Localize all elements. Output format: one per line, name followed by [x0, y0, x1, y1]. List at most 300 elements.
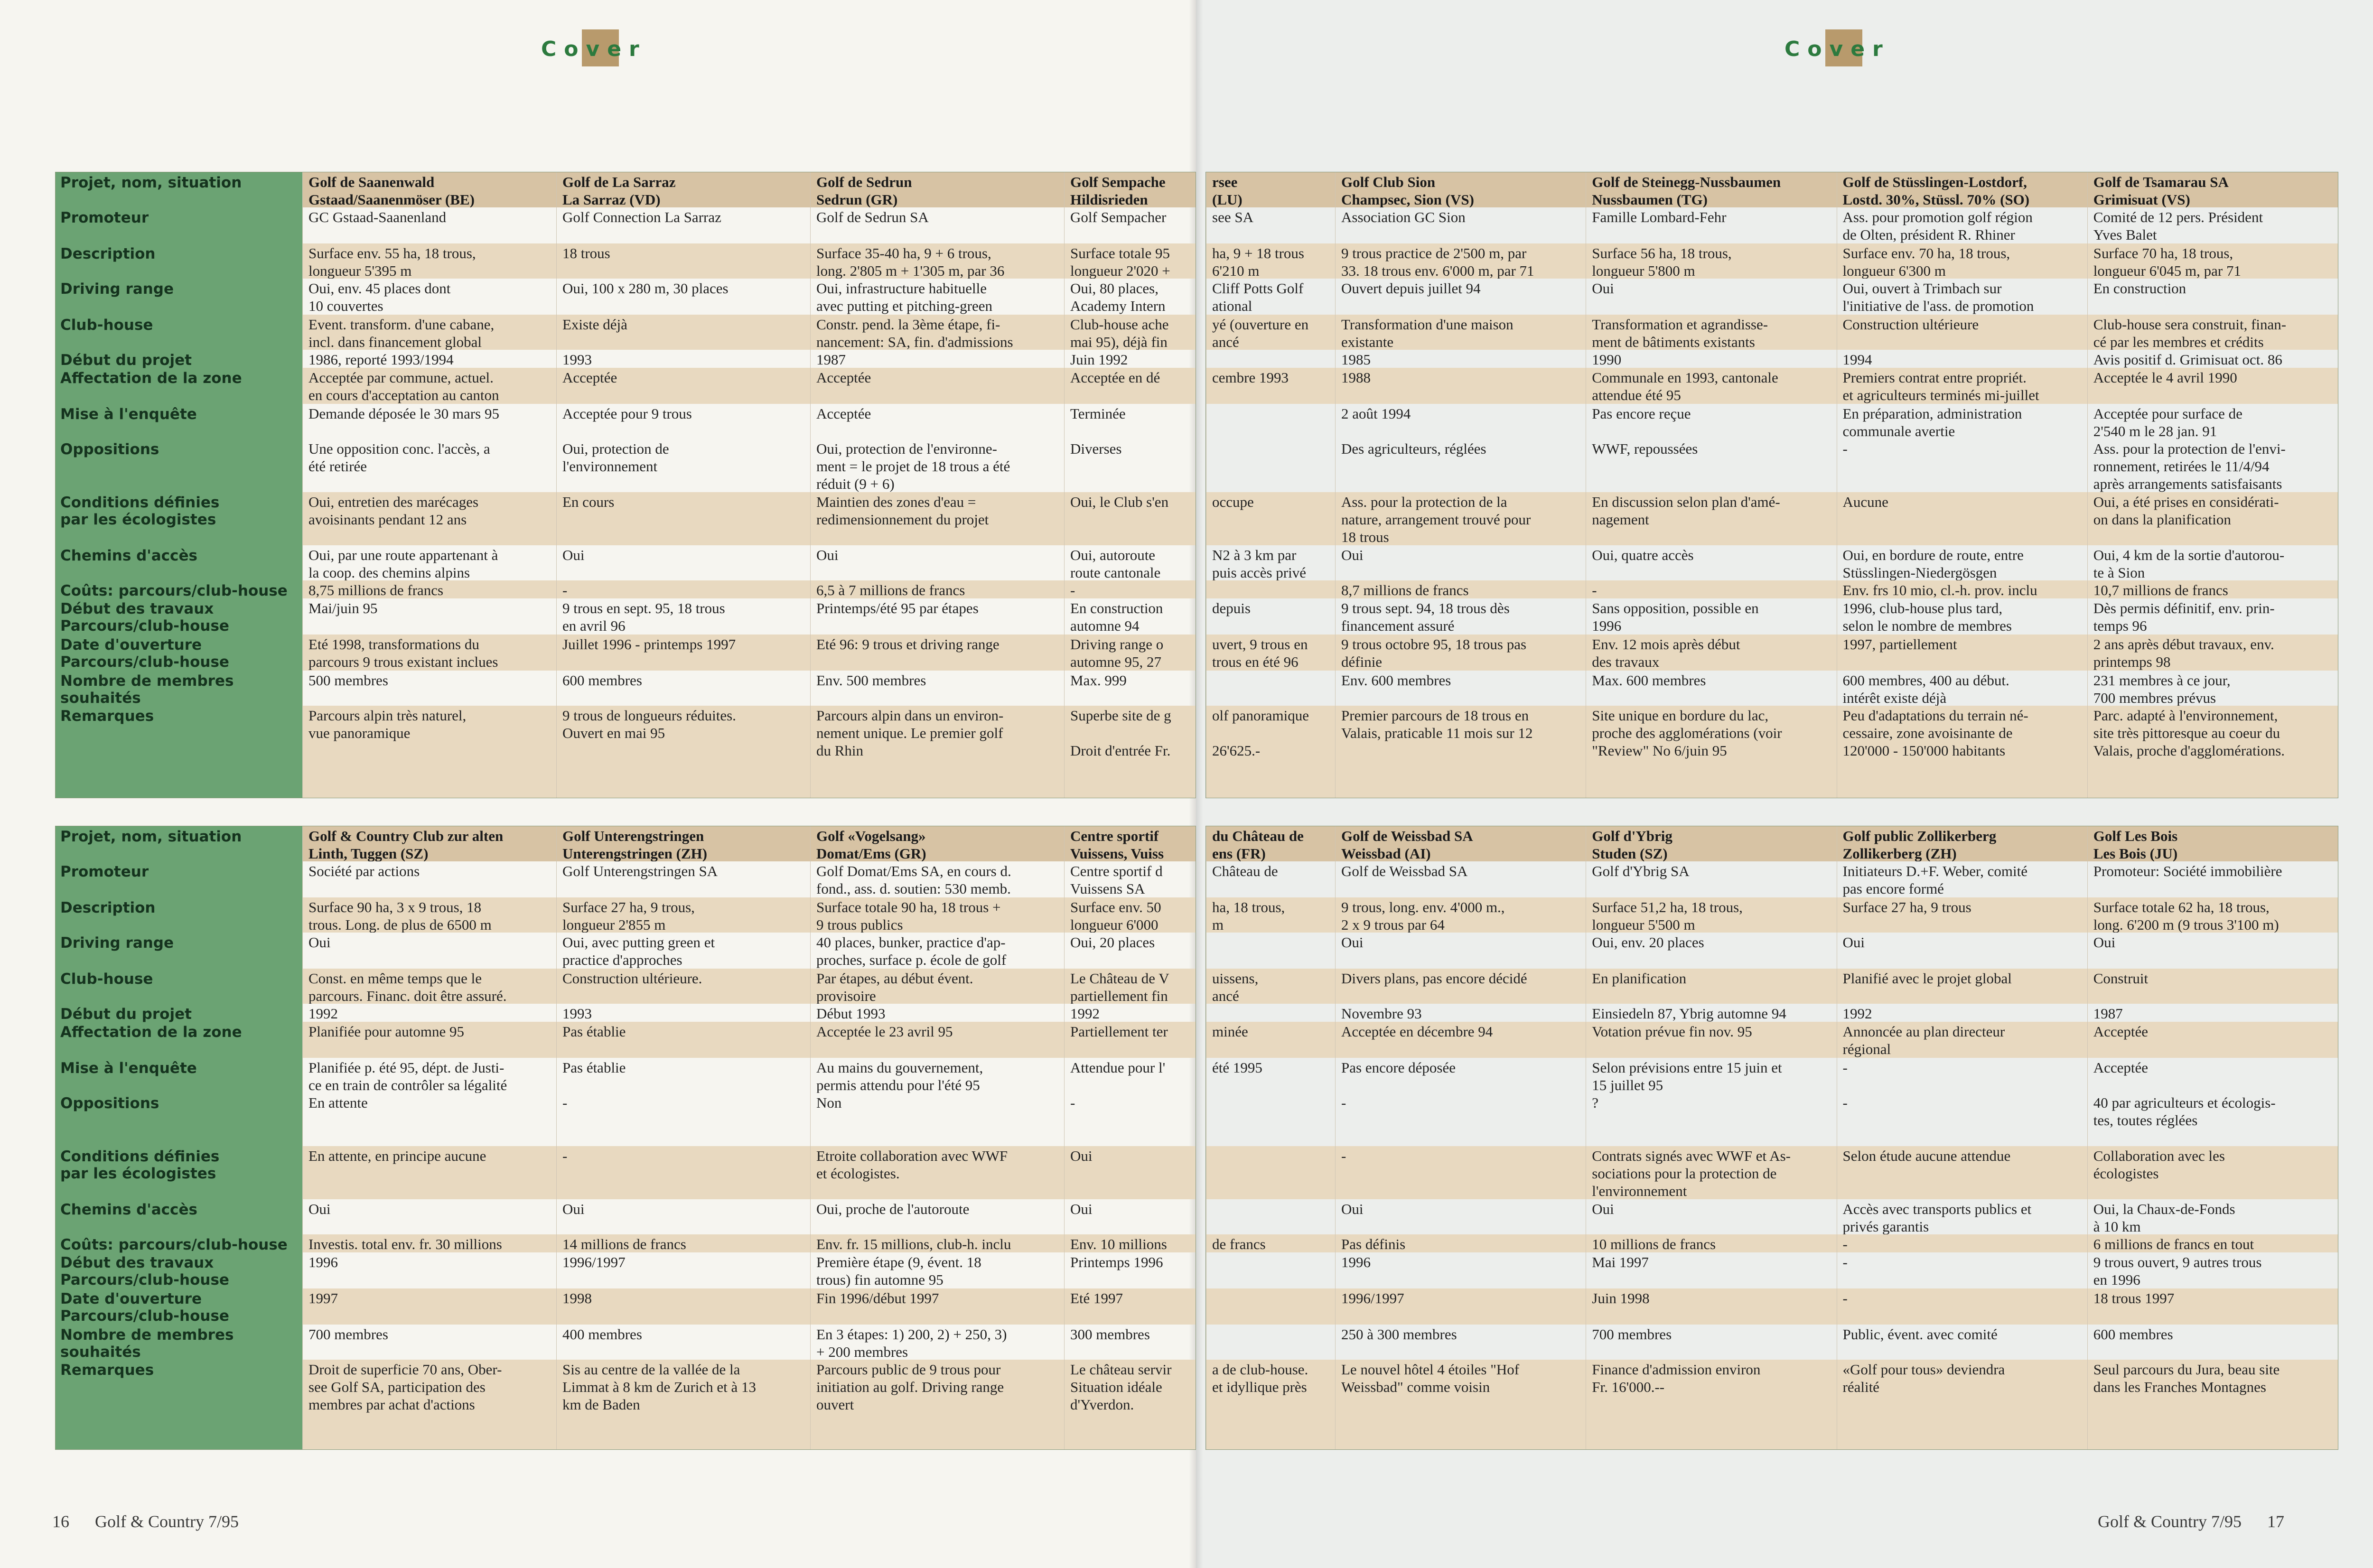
table-cell: Golf Connection La Sarraz	[562, 209, 721, 225]
table-cell: 8,7 millions de francs	[1341, 582, 1469, 598]
table-cell: Votation prévue fin nov. 95	[1592, 1023, 1752, 1040]
table-cell: Oui, autoroute route cantonale	[1070, 547, 1161, 580]
project-columns	[302, 172, 1196, 798]
table-cell: N2 à 3 km par puis accès privé	[1212, 547, 1306, 580]
table-cell: yé (ouverture en ancé	[1212, 316, 1309, 350]
table-cell: Surface 90 ha, 3 x 9 trous, 18 trous. Long. de plus de 6500 m	[308, 899, 492, 933]
table-cell: Max. 600 membres	[1592, 672, 1706, 689]
table-cell: Oui	[1592, 1201, 1614, 1217]
table-cell: Acceptée par commune, actuel. en cours d'acceptation au canton	[308, 369, 499, 403]
table-cell: Pas définis	[1341, 1236, 1406, 1252]
row-label: Mise à l'enquête	[60, 1060, 197, 1077]
table-cell: Oui	[1070, 1148, 1093, 1164]
project-column	[810, 826, 1065, 1449]
table-cell: 400 membres	[562, 1326, 642, 1343]
table-cell: Association GC Sion	[1341, 209, 1466, 225]
table-cell: Oui, par une route appartenant à la coop. des chemins alpins	[308, 547, 498, 580]
table-cell: Oui	[562, 547, 585, 563]
table-cell: Fin 1996/début 1997	[816, 1290, 939, 1307]
row-label: Nombre de membres souhaités	[60, 672, 234, 707]
table-cell: 1992	[1070, 1005, 1100, 1022]
row-labels	[56, 826, 302, 1449]
table-cell: Sans opposition, possible en 1996	[1592, 600, 1759, 634]
table-cell: Peu d'adaptations du terrain né- cessaire, zone avoisinante de 120'000 - 150'000 habitants	[1842, 707, 2028, 759]
table-cell: Golf Domat/Ems SA, en cours d. fond., ass. d. soutien: 530 memb.	[816, 863, 1011, 897]
table-cell: Max. 999	[1070, 672, 1127, 689]
table-cell: Oui, env. 20 places	[1592, 934, 1704, 951]
row-label: Début des travaux Parcours/club-house	[60, 1254, 229, 1288]
table-cell: Parcours alpin très naturel, vue panoramique	[308, 707, 467, 741]
row-label: Projet, nom, situation	[60, 828, 242, 845]
table-cell: Oui, env. 45 places dont 10 couvertes	[308, 280, 451, 314]
project-columns	[302, 826, 1196, 1449]
table-cell: Oui, en bordure de route, entre Stüsslingen-Niedergösgen	[1842, 547, 2024, 580]
table-cell: Oui	[1341, 934, 1364, 951]
table-cell: Oui	[1341, 547, 1364, 563]
project-column	[1586, 172, 1837, 798]
row-label: Remarques	[60, 708, 154, 725]
table-cell: uissens, ancé	[1212, 970, 1259, 1004]
table-cell: Surface totale 90 ha, 18 trous + 9 trous publics	[816, 899, 1001, 933]
table-cell: -	[1842, 1236, 1848, 1252]
project-name: Golf de Stüsslingen-Lostdorf, Lostd. 30%, Stüssl. 70% (SO)	[1842, 174, 2030, 207]
table-cell	[1212, 672, 1332, 706]
project-name: Golf de Saanenwald Gstaad/Saanenmöser (BE)	[308, 174, 475, 207]
table-cell: Oui	[1070, 1201, 1093, 1217]
project-column	[1206, 172, 1336, 798]
table-cell: 1987	[2093, 1005, 2123, 1022]
project-column	[1064, 826, 1196, 1449]
table-cell: Printemps/été 95 par étapes	[816, 600, 979, 616]
table-cell: En planification	[1592, 970, 1687, 987]
table-cell: Ouvert depuis juillet 94	[1341, 280, 1481, 297]
table-cell: Event. transform. d'une cabane, incl. dans financement global	[308, 316, 495, 350]
table-cell: 700 membres	[1592, 1326, 1672, 1343]
table-cell: -	[1592, 582, 1597, 598]
project-columns	[1206, 826, 2338, 1449]
table-cell: -	[1842, 1094, 1848, 1111]
table-cell: 1992	[1842, 1005, 1872, 1022]
row-label: Projet, nom, situation	[60, 174, 242, 191]
table-cell: -	[562, 1148, 568, 1164]
table-cell: Acceptée en décembre 94	[1341, 1023, 1493, 1040]
table-cell: 1998	[562, 1290, 592, 1307]
table-cell: Surface 27 ha, 9 trous	[1842, 899, 1971, 915]
table-cell: Acceptée	[2093, 1059, 2149, 1076]
table-cell: Château de	[1212, 863, 1278, 879]
table-cell: 700 membres	[308, 1326, 388, 1343]
table-cell: 1996	[308, 1254, 338, 1270]
table-cell: 1994	[1842, 351, 1872, 368]
row-label: Début du projet	[60, 352, 192, 369]
table-cell: 6 millions de francs en tout	[2093, 1236, 2254, 1252]
table-cell: 600 membres	[562, 672, 642, 689]
cover-label-right: Cover	[1784, 37, 1890, 61]
table-cell	[1212, 405, 1332, 439]
table-cell: En cours	[562, 494, 615, 510]
table-cell: 1996/1997	[562, 1254, 626, 1270]
table-cell: Oui, le Club s'en	[1070, 494, 1169, 510]
table-cell: Oui, 100 x 280 m, 30 places	[562, 280, 729, 297]
table-cell: Public, évent. avec comité	[1842, 1326, 1998, 1343]
table-cell: Acceptée	[2093, 1023, 2149, 1040]
table-cell: -	[1341, 1094, 1346, 1111]
row-label: Chemins d'accès	[60, 547, 197, 564]
table-cell: En préparation, administration communale avertie	[1842, 405, 2022, 439]
table-cell: Des agriculteurs, réglées	[1341, 440, 1486, 457]
table-cell: Pas encore reçue	[1592, 405, 1691, 422]
table-cell: Oui, 20 places	[1070, 934, 1155, 951]
table-cell: -	[1842, 1059, 1848, 1076]
table-cell: 10 millions de francs	[1592, 1236, 1716, 1252]
project-column	[1586, 826, 1837, 1449]
table-cell: ha, 9 + 18 trous 6'210 m	[1212, 245, 1304, 279]
project-name: du Château de ens (FR)	[1212, 828, 1304, 861]
table-cell: 9 trous practice de 2'500 m, par 33. 18 trous env. 6'000 m, par 71	[1341, 245, 1534, 279]
table-cell: Acceptée le 4 avril 1990	[2093, 369, 2237, 386]
table-cell: Société par actions	[308, 863, 420, 879]
table-cell: Printemps 1996	[1070, 1254, 1163, 1270]
table-cell: Parc. adapté à l'environnement, site très pittoresque au coeur du Valais, proche d'agglomérations.	[2093, 707, 2285, 759]
table-cell: 250 à 300 membres	[1341, 1326, 1457, 1343]
table-cell	[1212, 1289, 1332, 1325]
row-label: Club-house	[60, 971, 153, 988]
table-cell: Juillet 1996 - printemps 1997	[562, 636, 736, 653]
project-name: Golf «Vogelsang» Domat/Ems (GR)	[816, 828, 926, 861]
table-cell: Env. 500 membres	[816, 672, 926, 689]
table-cell: Superbe site de g Droit d'entrée Fr.	[1070, 707, 1171, 759]
table-cell: 9 trous, long. env. 4'000 m., 2 x 9 trous par 64	[1341, 899, 1505, 933]
table-cell: Le château servir Situation idéale d'Yverdon.	[1070, 1361, 1172, 1413]
table-cell: En discussion selon plan d'amé- nagement	[1592, 494, 1780, 528]
table-cell: 9 trous octobre 95, 18 trous pas définie	[1341, 636, 1527, 670]
table-top-left	[55, 172, 1196, 798]
project-name: Golf Unterengstringen Unterengstringen (ZH)	[562, 828, 708, 861]
table-cell: Une opposition conc. l'accès, a été retirée	[308, 440, 490, 475]
table-cell: Acceptée en dé	[1070, 369, 1160, 386]
table-cell	[1212, 1147, 1332, 1199]
table-cell: Juin 1998	[1592, 1290, 1650, 1307]
table-cell: Novembre 93	[1341, 1005, 1422, 1022]
row-label: Driving range	[60, 934, 174, 952]
cover-label-left: Cover	[541, 37, 647, 61]
table-cell: Env. frs 10 mio, cl.-h. prov. inclu	[1842, 582, 2037, 598]
table-cell: Oui	[816, 547, 839, 563]
table-cell: Acceptée	[816, 369, 871, 386]
row-label: Promoteur	[60, 863, 149, 880]
row-label: Conditions définies par les écologistes	[60, 1148, 220, 1182]
table-cell: 1986, reporté 1993/1994	[308, 351, 454, 368]
table-cell: Oui	[308, 1201, 331, 1217]
table-cell: -	[562, 582, 568, 598]
table-cell: Attendue pour l'	[1070, 1059, 1166, 1076]
table-cell: Oui, protection de l'environne- ment = le projet de 18 trous a été réduit (9 + 6)	[816, 440, 1010, 492]
project-name: Golf & Country Club zur alten Linth, Tuggen (SZ)	[308, 828, 504, 861]
table-cell: Centre sportif d Vuissens SA	[1070, 863, 1163, 897]
table-cell: Demande déposée le 30 mars 95	[308, 405, 500, 422]
table-cell: Dès permis définitif, env. prin- temps 96	[2093, 600, 2275, 634]
table-cell: 300 membres	[1070, 1326, 1150, 1343]
project-name: Golf de Steinegg-Nussbaumen Nussbaumen (TG)	[1592, 174, 1781, 207]
table-cell: Surface 51,2 ha, 18 trous, longueur 5'500 m	[1592, 899, 1743, 933]
table-cell: Pas établie	[562, 1059, 626, 1076]
table-cell	[1212, 1325, 1332, 1360]
table-cell: 600 membres, 400 au début. intérêt existe déjà	[1842, 672, 2009, 706]
table-cell: Selon étude aucune attendue	[1842, 1148, 2011, 1164]
table-cell: Golf de Weissbad SA	[1341, 863, 1468, 879]
table-cell: 9 trous sept. 94, 18 trous dès financement assuré	[1341, 600, 1510, 634]
project-name: Golf Sempache Hildisrieden	[1070, 174, 1166, 207]
table-cell: Comité de 12 pers. Président Yves Balet	[2093, 209, 2263, 243]
table-cell: Divers plans, pas encore décidé	[1341, 970, 1527, 987]
table-cell: Parcours public de 9 trous pour initiation au golf. Driving range ouvert	[816, 1361, 1004, 1413]
table-cell: Oui	[1842, 934, 1865, 951]
table-cell: Droit de superficie 70 ans, Ober- see Golf SA, participation des membres par achat d'actions	[308, 1361, 502, 1413]
row-label: Coûts: parcours/club-house	[60, 1236, 288, 1253]
table-cell: Etroite collaboration avec WWF et écologistes.	[816, 1148, 1008, 1182]
table-cell: 8,75 millions de francs	[308, 582, 444, 598]
table-cell: Oui, 80 places, Academy Intern	[1070, 280, 1166, 314]
table-cell: Aucune	[1842, 494, 1888, 510]
table-cell: Oui, la Chaux-de-Fonds à 10 km	[2093, 1201, 2235, 1234]
table-cell: Première étape (9, évent. 18 trous) fin automne 95	[816, 1254, 981, 1288]
table-cell: En attente, en principe aucune	[308, 1148, 486, 1164]
table-cell: Juin 1992	[1070, 351, 1128, 368]
table-cell: Constr. pend. la 3ème étape, fi- nancement: SA, fin. d'admissions	[816, 316, 1013, 350]
table-cell: Env. 12 mois après début des travaux	[1592, 636, 1740, 670]
table-cell: Surface env. 70 ha, 18 trous, longueur 6'300 m	[1842, 245, 2010, 279]
table-cell: ha, 18 trous, m	[1212, 899, 1285, 933]
table-cell: Acceptée	[816, 405, 871, 422]
table-cell: Au mains du gouvernement, permis attendu pour l'été 95	[816, 1059, 983, 1093]
project-name: Golf de Sedrun Sedrun (GR)	[816, 174, 912, 207]
table-cell: Env. 10 millions	[1070, 1236, 1167, 1252]
table-cell: WWF, repoussées	[1592, 440, 1698, 457]
table-cell: Terminée	[1070, 405, 1126, 422]
row-label: Driving range	[60, 280, 174, 298]
table-cell: Accès avec transports publics et privés garantis	[1842, 1201, 2032, 1234]
table-cell: Transformation et agrandisse- ment de bâtiments existants	[1592, 316, 1768, 350]
table-cell: Le nouvel hôtel 4 étoiles "Hof Weissbad" comme voisin	[1341, 1361, 1520, 1395]
table-cell	[1212, 1253, 1332, 1288]
table-cell: 500 membres	[308, 672, 388, 689]
row-label: Début des travaux Parcours/club-house	[60, 600, 229, 635]
table-bottom-left	[55, 826, 1196, 1450]
table-cell	[1212, 351, 1332, 368]
project-column	[810, 172, 1065, 798]
table-cell: Acceptée	[562, 369, 617, 386]
table-cell: 1996, club-house plus tard, selon le nombre de membres	[1842, 600, 2012, 634]
row-label: Description	[60, 245, 156, 262]
table-cell: 1996	[1341, 1254, 1371, 1270]
table-cell: Maintien des zones d'eau = redimensionnement du projet	[816, 494, 989, 528]
table-cell: see SA	[1212, 209, 1253, 225]
table-cell: cembre 1993	[1212, 369, 1289, 386]
table-cell: Construit	[2093, 970, 2149, 987]
table-cell: Partiellement ter	[1070, 1023, 1168, 1040]
table-cell: Eté 96: 9 trous et driving range	[816, 636, 1000, 653]
project-name: Golf d'Ybrig Studen (SZ)	[1592, 828, 1672, 861]
row-labels	[56, 172, 302, 798]
table-cell: Sis au centre de la vallée de la Limmat à 8 km de Zurich et à 13 km de Baden	[562, 1361, 757, 1413]
table-cell: 2 ans après début travaux, env. printemps 98	[2093, 636, 2274, 670]
table-cell: En construction	[2093, 280, 2186, 297]
table-cell: 10,7 millions de francs	[2093, 582, 2228, 598]
table-cell: 1990	[1592, 351, 1622, 368]
table-cell: Oui, protection de l'environnement	[562, 440, 669, 475]
table-cell: Driving range o automne 95, 27	[1070, 636, 1164, 670]
table-cell: Oui	[562, 1201, 585, 1217]
table-cell	[1212, 933, 1332, 969]
table-cell: Oui	[308, 934, 331, 951]
table-cell: 18 trous 1997	[2093, 1290, 2175, 1307]
table-cell: de francs	[1212, 1236, 1266, 1252]
table-cell: Planifié avec le projet global	[1842, 970, 2012, 987]
project-column	[556, 826, 811, 1449]
table-cell: -	[1842, 1254, 1848, 1270]
table-cell: -	[1842, 1290, 1848, 1307]
project-name: Golf Club Sion Champsec, Sion (VS)	[1341, 174, 1474, 207]
table-cell: Premier parcours de 18 trous en Valais, praticable 11 mois sur 12	[1341, 707, 1533, 741]
table-cell: Surface env. 50 longueur 6'000	[1070, 899, 1161, 933]
table-cell: Golf Sempacher	[1070, 209, 1167, 225]
project-column	[1837, 172, 2088, 798]
table-cell: Annoncée au plan directeur régional	[1842, 1023, 2005, 1057]
table-cell: «Golf pour tous» deviendra réalité	[1842, 1361, 2005, 1395]
table-cell: Surface env. 55 ha, 18 trous, longueur 5'395 m	[308, 245, 476, 279]
table-cell	[1212, 1005, 1332, 1022]
table-cell: 40 par agriculteurs et écologis- tes, toutes réglées	[2093, 1094, 2276, 1129]
table-cell: Eté 1998, transformations du parcours 9 trous existant inclues	[308, 636, 498, 670]
table-cell: depuis	[1212, 600, 1251, 616]
row-label: Oppositions	[60, 441, 159, 458]
project-column	[2087, 826, 2338, 1449]
row-label: Nombre de membres souhaités	[60, 1326, 234, 1361]
table-cell: Contrats signés avec WWF et As- sociations pour la protection de l'environnement	[1592, 1148, 1791, 1199]
table-bottom-right	[1205, 826, 2338, 1450]
table-cell: Oui	[2093, 934, 2116, 951]
table-cell: Avis positif d. Grimisuat oct. 86	[2093, 351, 2282, 368]
table-cell: Par étapes, au début évent. provisoire	[816, 970, 973, 1004]
project-columns	[1206, 172, 2338, 798]
project-name: Golf public Zollikerberg Zollikerberg (ZH)	[1842, 828, 1997, 861]
table-cell: -	[562, 1094, 568, 1111]
table-cell: Golf d'Ybrig SA	[1592, 863, 1690, 879]
row-label: Oppositions	[60, 1095, 159, 1112]
project-column	[556, 172, 811, 798]
table-cell	[1212, 1200, 1332, 1234]
table-cell: Club-house sera construit, finan- cé par les membres et crédits	[2093, 316, 2287, 350]
table-cell: Surface totale 62 ha, 18 trous, long. 6'200 m (9 trous 3'100 m)	[2093, 899, 2279, 933]
project-name: rsee (LU)	[1212, 174, 1243, 207]
project-column	[2087, 172, 2338, 798]
table-cell: Transformation d'une maison existante	[1341, 316, 1513, 350]
footer-left: 16 Golf & Country 7/95	[52, 1512, 239, 1531]
table-cell: 1988	[1341, 369, 1371, 386]
table-cell: Surface 56 ha, 18 trous, longueur 5'800 m	[1592, 245, 1732, 279]
row-label: Date d'ouverture Parcours/club-house	[60, 636, 229, 671]
table-cell: Surface 35-40 ha, 9 + 6 trous, long. 2'805 m + 1'305 m, par 36	[816, 245, 1005, 279]
table-cell: Collaboration avec les écologistes	[2093, 1148, 2225, 1182]
table-cell: Oui, 4 km de la sortie d'autorou- te à Sion	[2093, 547, 2285, 580]
table-cell: 1993	[562, 351, 592, 368]
project-column	[1064, 172, 1196, 798]
table-cell: Pas encore déposée	[1341, 1059, 1456, 1076]
table-cell: Oui, proche de l'autoroute	[816, 1201, 970, 1217]
table-cell: 1996/1997	[1341, 1290, 1404, 1307]
table-cell: Oui, avec putting green et practice d'approches	[562, 934, 715, 968]
table-cell: 231 membres à ce jour, 700 membres prévus	[2093, 672, 2231, 706]
table-cell: 1987	[816, 351, 846, 368]
row-label: Affectation de la zone	[60, 1024, 242, 1041]
project-column	[1837, 826, 2088, 1449]
row-label: Affectation de la zone	[60, 370, 242, 387]
table-cell: Eté 1997	[1070, 1290, 1123, 1307]
table-cell: Acceptée pour 9 trous	[562, 405, 692, 422]
project-column	[1335, 172, 1586, 798]
table-cell: 9 trous de longueurs réduites. Ouvert en mai 95	[562, 707, 736, 741]
table-cell: Non	[816, 1094, 842, 1111]
table-cell: En 3 étapes: 1) 200, 2) + 250, 3) + 200 membres	[816, 1326, 1007, 1360]
project-name: Golf Les Bois Les Bois (JU)	[2093, 828, 2178, 861]
table-cell: En attente	[308, 1094, 368, 1111]
table-cell: Finance d'admission environ Fr. 16'000.--	[1592, 1361, 1761, 1395]
project-name: Golf de La Sarraz La Sarraz (VD)	[562, 174, 676, 207]
table-cell: GC Gstaad-Saanenland	[308, 209, 447, 225]
table-cell: 1997, partiellement	[1842, 636, 1957, 653]
table-cell: minée	[1212, 1023, 1248, 1040]
table-cell: Einsiedeln 87, Ybrig automne 94	[1592, 1005, 1786, 1022]
table-cell: Premiers contrat entre propriét. et agriculteurs terminés mi-juillet	[1842, 369, 2039, 403]
table-cell: Selon prévisions entre 15 juin et 15 juillet 95	[1592, 1059, 1782, 1093]
table-cell: Oui	[1341, 1201, 1364, 1217]
table-cell: Ass. pour la protection de l'envi- ronnement, retirées le 11/4/94 après arrangements satisfaisants	[2093, 440, 2286, 492]
table-cell: Famille Lombard-Fehr	[1592, 209, 1727, 225]
row-label: Conditions définies par les écologistes	[60, 494, 220, 528]
project-column	[1206, 826, 1336, 1449]
project-column	[1335, 826, 1586, 1449]
table-cell: Const. en même temps que le parcours. Financ. doit être assuré.	[308, 970, 507, 1004]
table-cell: 1997	[308, 1290, 338, 1307]
table-cell: Seul parcours du Jura, beau site dans les Franches Montagnes	[2093, 1361, 2280, 1395]
row-label: Début du projet	[60, 1006, 192, 1023]
row-label: Coûts: parcours/club-house	[60, 582, 288, 599]
table-cell: Le Château de V partiellement fin	[1070, 970, 1169, 1004]
table-cell: Parcours alpin dans un environ- nement unique. Le premier golf du Rhin	[816, 707, 1004, 759]
project-name: Golf de Tsamarau SA Grimisuat (VS)	[2093, 174, 2229, 207]
table-cell: Diverses	[1070, 440, 1122, 457]
row-label: Club-house	[60, 317, 153, 334]
table-cell: été 1995	[1212, 1059, 1262, 1076]
table-cell: Oui, quatre accès	[1592, 547, 1694, 563]
table-cell: Env. fr. 15 millions, club-h. inclu	[816, 1236, 1011, 1252]
table-cell: Ass. pour la protection de la nature, arrangement trouvé pour 18 trous	[1341, 494, 1531, 545]
table-cell: Surface 27 ha, 9 trous, longueur 2'855 m	[562, 899, 695, 933]
table-cell: Initiateurs D.+F. Weber, comité pas encore formé	[1842, 863, 2027, 897]
table-cell	[1212, 1094, 1332, 1146]
table-cell: Acceptée le 23 avril 95	[816, 1023, 953, 1040]
table-cell: -	[1070, 1094, 1075, 1111]
row-label: Promoteur	[60, 209, 149, 226]
row-label: Description	[60, 899, 156, 916]
table-cell: Existe déjà	[562, 316, 627, 333]
table-cell: 600 membres	[2093, 1326, 2173, 1343]
table-cell: 2 août 1994	[1341, 405, 1411, 422]
table-cell: Début 1993	[816, 1005, 886, 1022]
table-cell: 40 places, bunker, practice d'ap- proches, surface p. école de golf	[816, 934, 1007, 968]
table-cell: Oui	[1592, 280, 1614, 297]
table-cell: Acceptée pour surface de 2'540 m le 28 jan. 91	[2093, 405, 2242, 439]
